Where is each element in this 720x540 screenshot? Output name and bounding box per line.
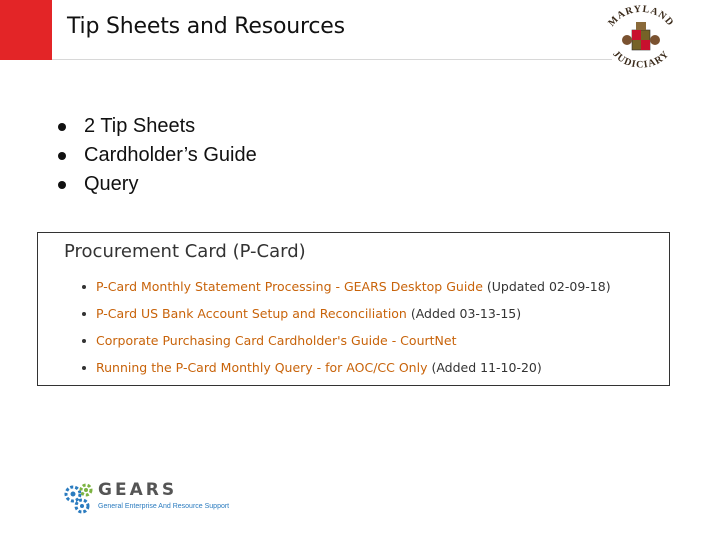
title-divider bbox=[52, 59, 612, 60]
panel-heading: Procurement Card (P-Card) bbox=[64, 241, 306, 262]
list-item bbox=[96, 300, 611, 327]
seal-top-text: MARYLAND bbox=[606, 4, 676, 29]
list-item: Query bbox=[58, 170, 257, 199]
seal-bottom-text: JUDICIARY bbox=[610, 48, 672, 71]
resource-bullet-list bbox=[58, 112, 257, 199]
bullet-icon bbox=[58, 181, 66, 189]
maryland-judiciary-seal-icon bbox=[600, 4, 682, 74]
pcard-resources-panel bbox=[37, 232, 670, 386]
bullet-icon bbox=[58, 152, 66, 160]
link-bank-account-setup[interactable]: P-Card US Bank Account Setup and Reconciliation bbox=[96, 306, 407, 321]
logo-name: GEARS bbox=[98, 480, 178, 500]
item-note: (Added 03-13-15) bbox=[406, 306, 522, 321]
link-cardholder-guide[interactable]: Corporate Purchasing Card Cardholder's Guide - CourtNet bbox=[96, 333, 457, 348]
gears-logo bbox=[60, 478, 240, 518]
bullet-icon bbox=[58, 123, 66, 131]
list-item bbox=[96, 354, 611, 381]
link-monthly-statement-guide[interactable]: P-Card Monthly Statement Processing - GEARS Desktop Guide bbox=[96, 279, 483, 294]
pcard-link-list bbox=[96, 273, 611, 381]
list-item bbox=[96, 273, 611, 300]
item-note: (Updated 02-09-18) bbox=[482, 279, 611, 294]
svg-text:JUDICIARY bbox=[610, 49, 671, 71]
list-item: 2 Tip Sheets bbox=[58, 112, 257, 141]
list-item bbox=[96, 327, 611, 354]
logo-tagline: General Enterprise And Resource Support bbox=[98, 503, 230, 510]
item-note: (Added 11-10-20) bbox=[427, 360, 542, 375]
gears-cog-icon bbox=[60, 478, 100, 518]
page-title: Tip Sheets and Resources bbox=[67, 14, 345, 39]
list-item: Cardholder’s Guide bbox=[58, 141, 257, 170]
link-monthly-query[interactable]: Running the P-Card Monthly Query - for AOC/CC Only bbox=[96, 360, 428, 375]
title-accent-bar bbox=[0, 0, 52, 60]
